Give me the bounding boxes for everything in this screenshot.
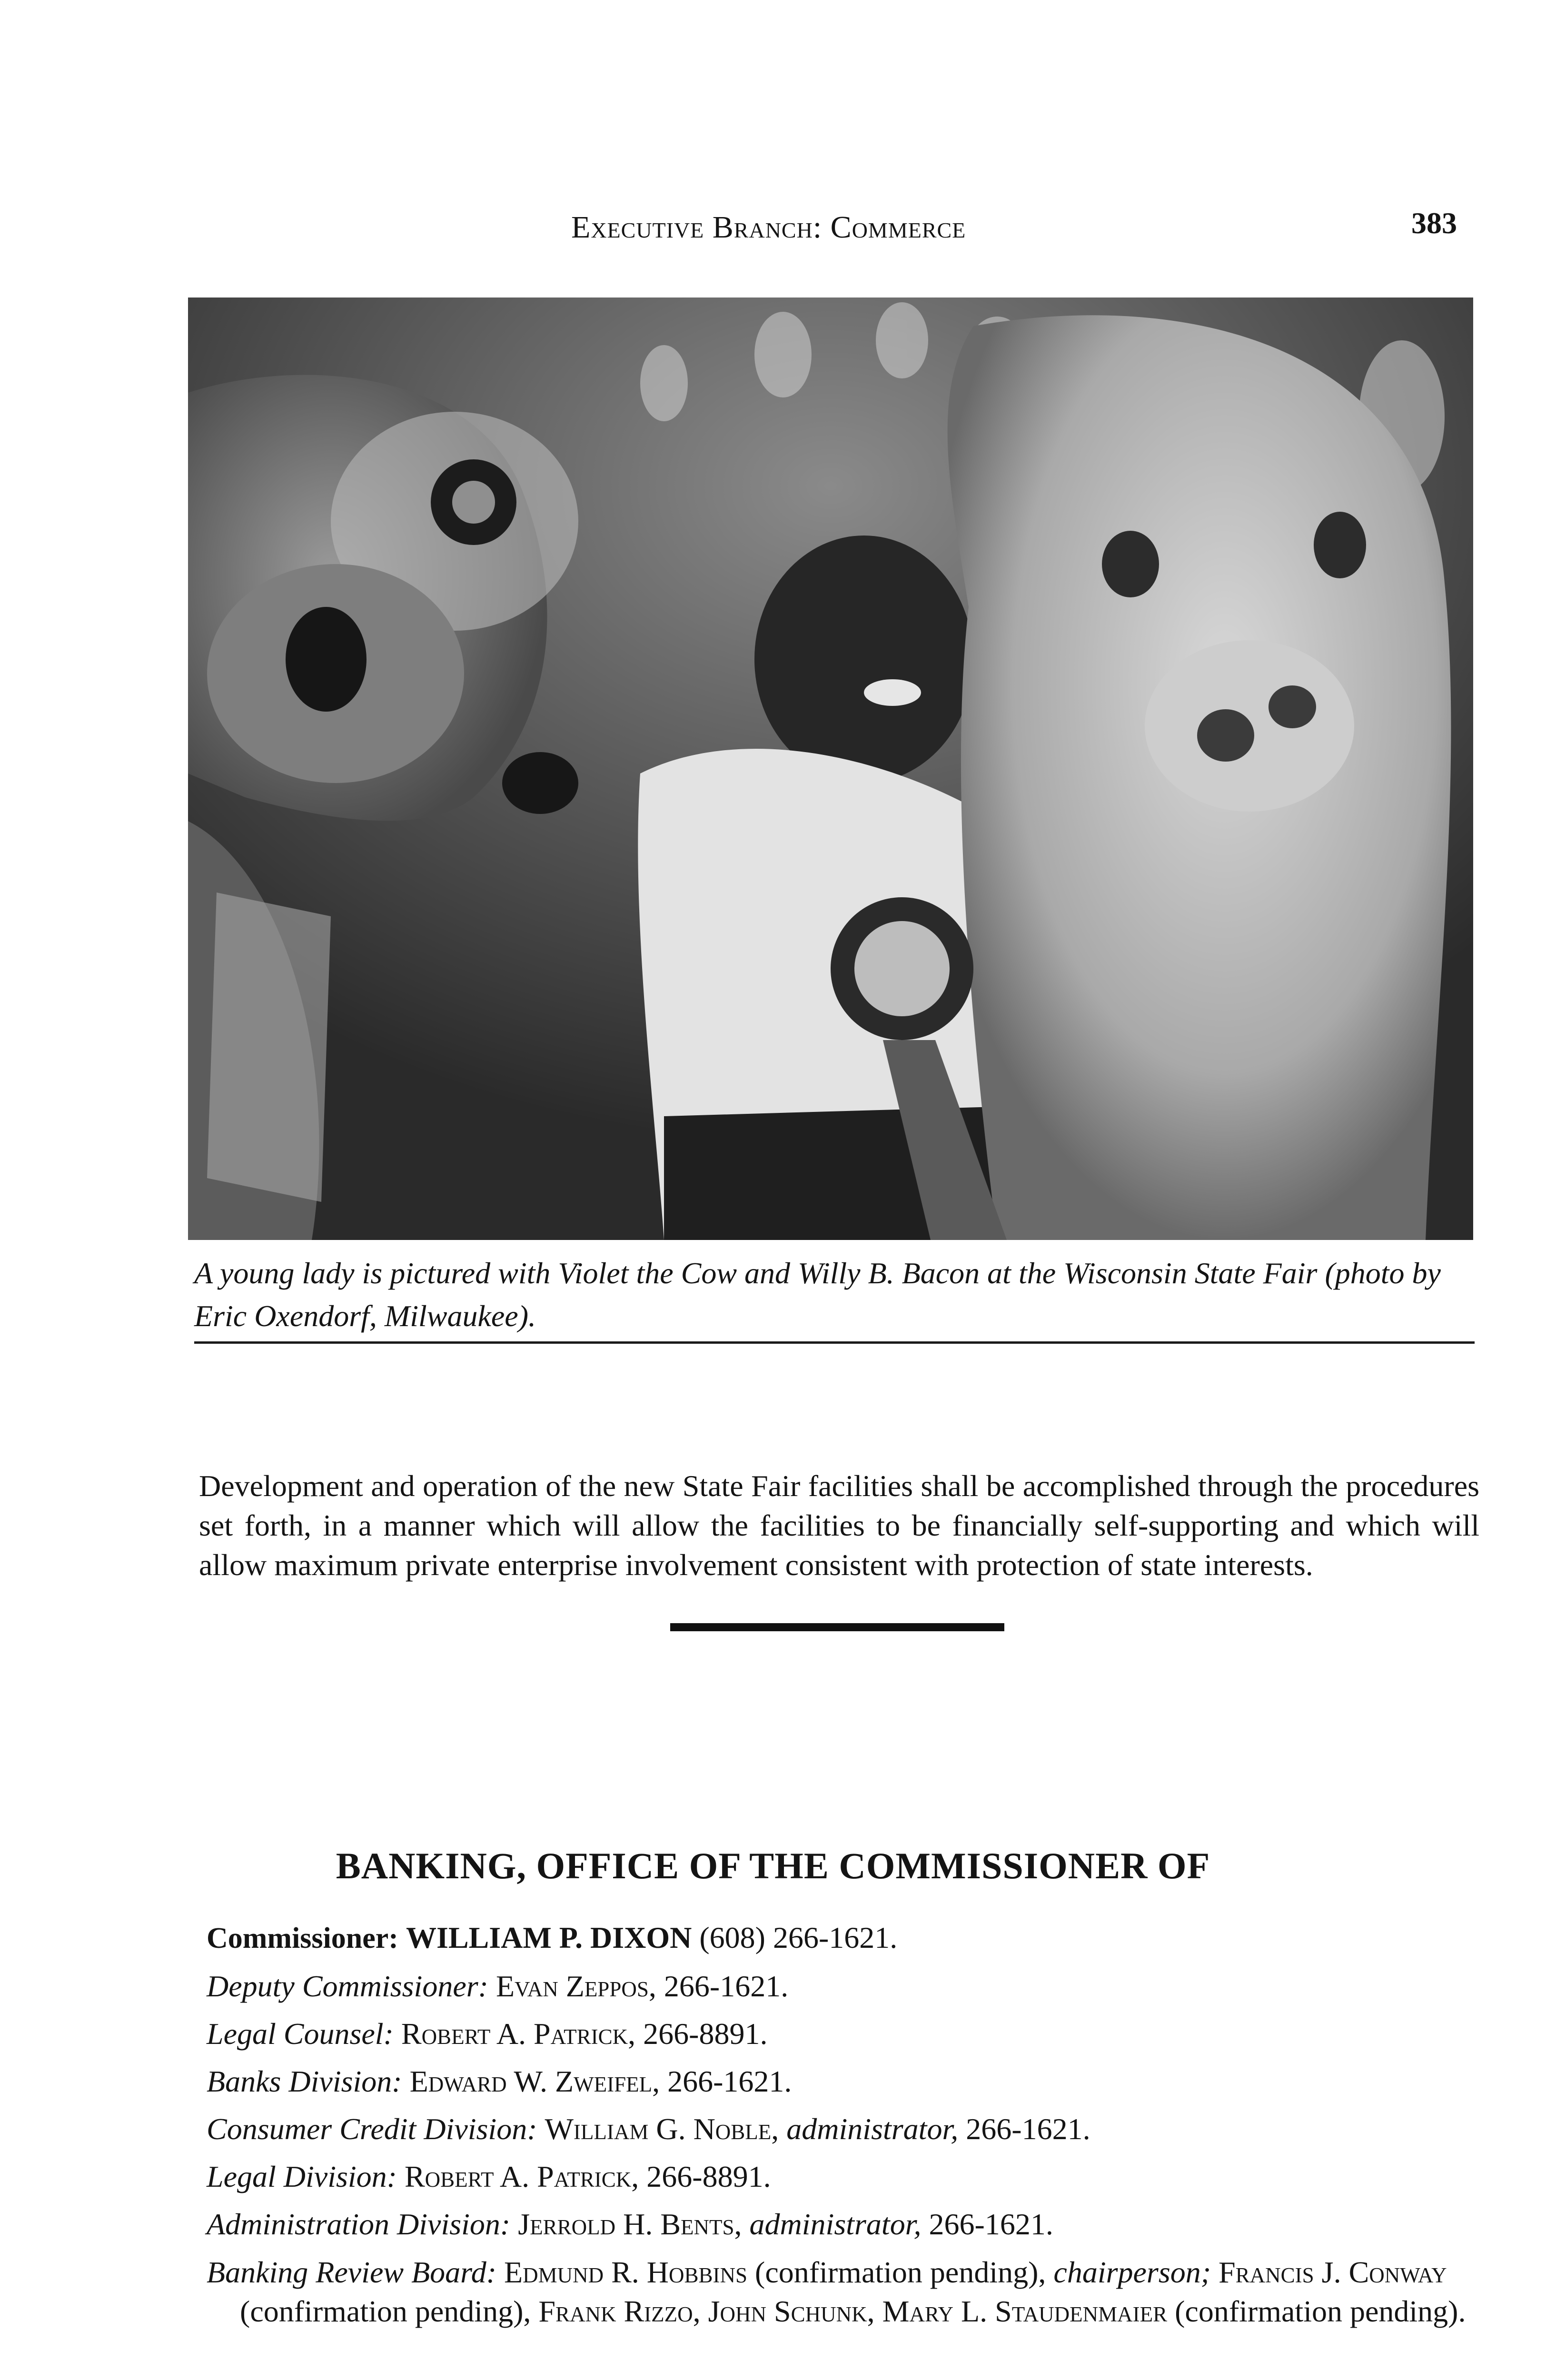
- entry-role: Deputy Commissioner:: [207, 1969, 488, 2003]
- running-head-separator: :: [813, 210, 831, 245]
- entry-legal-counsel: [207, 2014, 1487, 2053]
- body-paragraph: Development and operation of the new State Fair facilities shall be accomplished through the procedures set forth, in a manner which will allow the facilities to be financially self-supporting and which will allow maximum private enterprise involvement consistent with protection of state interests.: [199, 1469, 1479, 1582]
- entry-name: Jerrold H. Bents: [518, 2207, 734, 2241]
- entry-phone: 266-1621.: [921, 2207, 1053, 2241]
- entry-phone: , 266-1621.: [652, 2064, 792, 2098]
- entry-phone: 266-1621.: [958, 2112, 1090, 2146]
- section-divider: [670, 1623, 1004, 1631]
- entry-name: Evan Zeppos: [496, 1969, 649, 2003]
- entry-name: Edward W. Zweifel: [409, 2064, 653, 2098]
- entry-role: Banks Division:: [207, 2064, 402, 2098]
- entry-role: Administration Division:: [207, 2207, 511, 2241]
- entry-role: Banking Review Board:: [207, 2255, 496, 2289]
- board-member-name: Mary L. Staudenmaier: [882, 2294, 1168, 2328]
- entry-phone: , 266-1621.: [648, 1969, 789, 2003]
- board-member-name: Francis J. Conway: [1219, 2255, 1447, 2289]
- entry-deputy-commissioner: [207, 1967, 1487, 2006]
- entry-banks-division: [207, 2062, 1487, 2101]
- entry-commissioner: [207, 1918, 1487, 1957]
- entry-administration-division: Administration Division: Jerrold H. Bents, administrator, 266-1621.: [207, 2207, 1053, 2241]
- board-member-name: Edmund R. Hobbins: [504, 2255, 748, 2289]
- entry-role: Legal Counsel:: [207, 2017, 394, 2051]
- running-head-department: Commerce: [830, 210, 966, 245]
- section-title: BANKING, OFFICE OF THE COMMISSIONER OF: [336, 1845, 1210, 1886]
- caption-divider: [194, 1341, 1475, 1344]
- running-head-branch: Executive Branch: [571, 210, 813, 245]
- photo-illustration: [188, 298, 1473, 1240]
- entry-role: Consumer Credit Division:: [207, 2112, 537, 2146]
- entry-name: Robert A. Patrick: [404, 2160, 632, 2193]
- running-head: [571, 209, 966, 246]
- entry-title: administrator,: [786, 2112, 959, 2146]
- board-member-name: Frank Rizzo: [538, 2294, 693, 2328]
- board-member-note: (confirmation pending),: [240, 2294, 531, 2328]
- entry-phone: , 266-8891.: [631, 2160, 771, 2193]
- entry-banking-review-board: Banking Review Board: Edmund R. Hobbins (confirmation pending), chairperson; Francis J. Conway (confirmation pending), Frank Rizzo, John Schunk, Mary L. Staudenmaier (confirmation pending).: [207, 2255, 1466, 2328]
- entry-phone: , 266-8891.: [628, 2017, 768, 2051]
- entry-role: Legal Division:: [207, 2160, 397, 2193]
- board-member-note: (confirmation pending),: [755, 2255, 1046, 2289]
- entry-name: William G. Noble: [545, 2112, 772, 2146]
- page-number: 383: [1411, 206, 1457, 240]
- board-member-name: John Schunk: [708, 2294, 867, 2328]
- photo-caption: A young lady is pictured with Violet the Cow and Willy B. Bacon at the Wisconsin State Fair (photo by Eric Oxendorf, Milwaukee).: [194, 1256, 1441, 1333]
- board-member-note: (confirmation pending).: [1175, 2294, 1466, 2328]
- entry-title: administrator,: [749, 2207, 922, 2241]
- entry-phone: (608) 266-1621.: [692, 1921, 898, 1954]
- entry-name: WILLIAM P. DIXON: [406, 1921, 692, 1954]
- entry-legal-division: [207, 2157, 1487, 2196]
- entry-name: Robert A. Patrick: [401, 2017, 628, 2051]
- board-member-title: chairperson;: [1053, 2255, 1211, 2289]
- entry-consumer-credit-division: Consumer Credit Division: William G. Noble, administrator, 266-1621.: [207, 2112, 1090, 2146]
- entry-role: Commissioner:: [207, 1922, 398, 1954]
- state-fair-photo: [188, 298, 1473, 1240]
